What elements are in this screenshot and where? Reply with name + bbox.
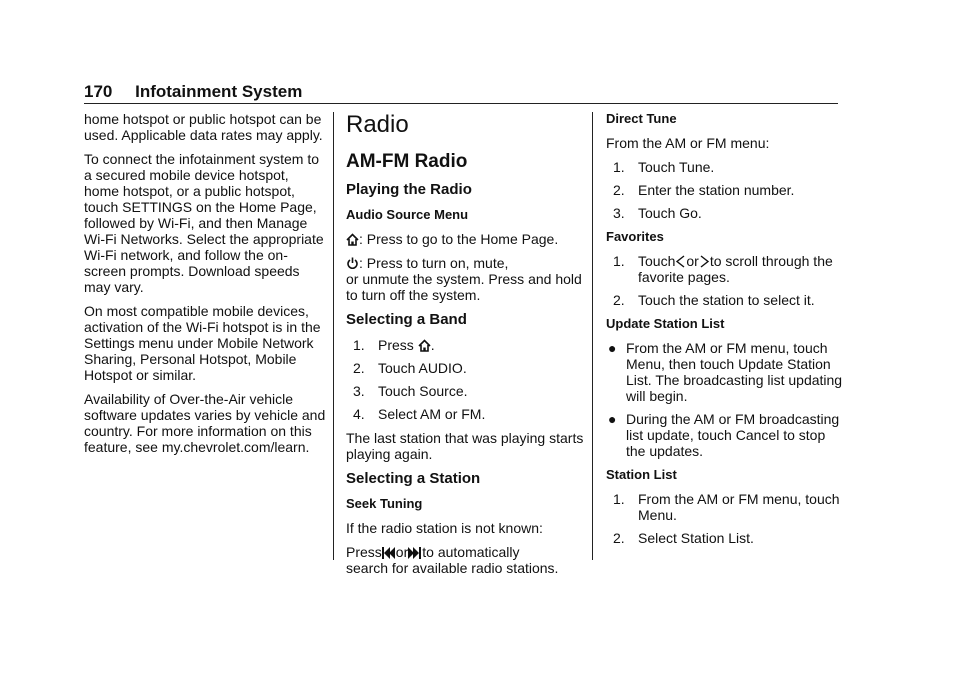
heading-direct-tune: Direct Tune bbox=[606, 111, 677, 126]
band-steps bbox=[346, 337, 586, 422]
heading-selecting-station: Selecting a Station bbox=[346, 470, 481, 487]
home-icon bbox=[418, 337, 431, 353]
section-title: Infotainment System bbox=[135, 82, 303, 101]
heading-update-station-list: Update Station List bbox=[606, 316, 725, 331]
power-description: : Press to turn on, mute, or unmute the system. Press and hold to turn off the system. bbox=[346, 255, 582, 303]
home-icon bbox=[346, 231, 359, 247]
list-item: 2. Enter the station number. bbox=[613, 182, 795, 198]
heading-seek-tuning: Seek Tuning bbox=[346, 496, 423, 511]
seek-back-icon bbox=[382, 544, 396, 560]
list-item: 3. Touch Source. bbox=[353, 383, 468, 399]
column-divider bbox=[333, 112, 334, 560]
direct-steps bbox=[606, 159, 846, 221]
list-item: ● From the AM or FM menu, touch Menu, then touch Update Station List. The broadcasting list updating will begin. bbox=[608, 340, 843, 404]
update-bullets bbox=[606, 340, 846, 459]
heading-audio-source-menu: Audio Source Menu bbox=[346, 207, 469, 222]
column-2 bbox=[346, 111, 586, 584]
paragraph: From the AM or FM menu: bbox=[606, 135, 770, 151]
home-description: : Press to go to the Home Page. bbox=[346, 231, 586, 247]
column-1 bbox=[84, 111, 326, 463]
seek-description: Press or to automatically search for available radio stations. bbox=[346, 544, 559, 576]
list-item: 2. Select Station List. bbox=[613, 530, 754, 546]
list-item: 2. Touch AUDIO. bbox=[353, 360, 467, 376]
list-item: ● During the AM or FM broadcasting list update, touch Cancel to stop the updates. bbox=[608, 411, 840, 459]
heading-radio: Radio bbox=[346, 111, 409, 138]
paragraph: Availability of Over-the-Air vehicle software updates varies by vehicle and country. For more information on this feature, see my.chevrolet.com/learn. bbox=[84, 391, 326, 455]
station-list-steps bbox=[606, 491, 846, 546]
list-item: 3. Touch Go. bbox=[613, 205, 702, 221]
list-item: 1. Touch or to scroll through the favorite pages. bbox=[613, 253, 833, 285]
paragraph: If the radio station is not known: bbox=[346, 520, 543, 536]
column-divider bbox=[592, 112, 593, 560]
paragraph: home hotspot or public hotspot can be used. Applicable data rates may apply. bbox=[84, 111, 323, 143]
heading-am-fm-radio: AM-FM Radio bbox=[346, 151, 468, 172]
heading-selecting-band: Selecting a Band bbox=[346, 311, 467, 328]
column-3 bbox=[606, 111, 846, 554]
chevron-left-icon bbox=[675, 253, 686, 269]
heading-station-list: Station List bbox=[606, 467, 677, 482]
list-item: 4. Select AM or FM. bbox=[353, 406, 486, 422]
seek-forward-icon bbox=[408, 544, 422, 560]
list-item: 1. Press . bbox=[353, 337, 435, 353]
heading-playing-radio: Playing the Radio bbox=[346, 181, 472, 198]
paragraph: The last station that was playing starts playing again. bbox=[346, 430, 584, 462]
chevron-right-icon bbox=[699, 253, 710, 269]
list-item: 1. Touch Tune. bbox=[613, 159, 715, 175]
paragraph: To connect the infotainment system to a secured mobile device hotspot, home hotspot, or a public hotspot, touch SETTINGS on the Home Page, followed by Wi-Fi, and then Manage Wi-Fi Networks. Select the appropriate Wi-Fi network, and follow the on-screen prompts. Download speeds may vary. bbox=[84, 151, 324, 295]
page-header bbox=[84, 82, 838, 104]
paragraph: On most compatible mobile devices, activation of the Wi-Fi hotspot is in the Settings menu under Mobile Network Sharing, Personal Hotspot, Mobile Hotspot or similar. bbox=[84, 303, 321, 383]
page-number: 170 bbox=[84, 82, 113, 101]
list-item: 2. Touch the station to select it. bbox=[613, 292, 815, 308]
heading-favorites: Favorites bbox=[606, 229, 664, 244]
favorite-steps bbox=[606, 253, 846, 308]
power-icon bbox=[346, 255, 359, 271]
list-item: 1. From the AM or FM menu, touch Menu. bbox=[613, 491, 840, 523]
